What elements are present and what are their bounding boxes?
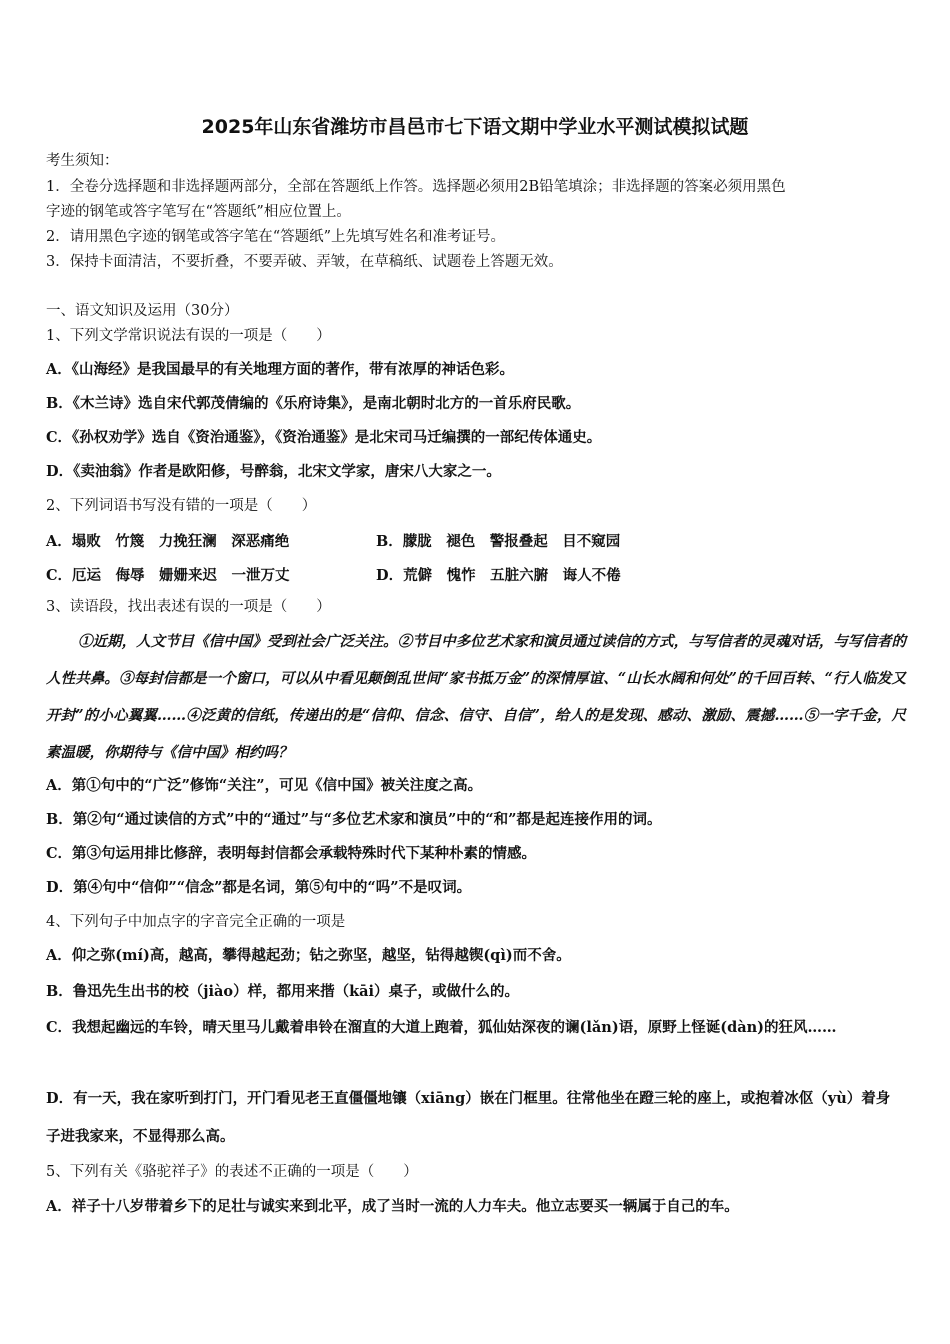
notice-item: 3．保持卡面清洁，不要折叠，不要弄破、弄皱，在草稿纸、试题卷上答题无效。 — [46, 254, 563, 270]
notice-item: 字迹的钢笔或答字笔写在“答题纸”相应位置上。 — [46, 204, 351, 220]
q3-option-a: A．第①句中的“广泛”修饰“关注”，可见《信中国》被关注度之高。 — [46, 777, 483, 794]
q3-passage: ①近期，人文节目《信中国》受到社会广泛关注。②节目中多位艺术家和演员通过读信的方式，与写信者的灵魂对话，与写信者的人性共鼻。③每封信都是一个窗口，可以从中看见颠倒乱世间“家书抵万金”的深情厚谊、“山长水阔和何处”的千回百转、“行人临发又开封”的小心翼翼……④泛黄的信纸，传递出的是“信仰、信念、信守、自信”，给人的是发现、感动、激励、震撼……⑤一字千金，尺素温暖，你期待与《信中国》相约吗？ — [46, 633, 906, 761]
notice-item: 2．请用黑色字迹的钢笔或答字笔在“答题纸”上先填写姓名和准考证号。 — [46, 229, 506, 245]
q1-option-b: B．《木兰诗》选自宋代郭茂倩编的《乐府诗集》，是南北朝时北方的一首乐府民歌。 — [46, 395, 581, 412]
question-4-stem: 4、下列句子中加点字的字音完全正确的一项是 — [46, 914, 346, 930]
question-3-stem: 3、读语段，找出表述有误的一项是（ ） — [46, 599, 331, 615]
q3-option-d: D．第④句中“信仰”“信念”都是名词，第⑤句中的“吗”不是叹词。 — [46, 879, 472, 896]
q3-option-c: C．第③句运用排比修辞，表明每封信都会承载特殊时代下某种朴素的情感。 — [46, 845, 537, 862]
question-2-stem: 2、下列词语书写没有错的一项是（ ） — [46, 498, 317, 514]
q4-option-d: D．有一天，我在家听到打门，开门看见老王直僵僵地镶（xiāng）嵌在门框里。往常他坐在蹬三轮的座上，或抱着冰伛（yù）着身子进我家来，不显得那么高。 — [46, 1090, 891, 1145]
q2-option-d: D．荒僻 愧怍 五脏六腑 诲人不倦 — [376, 567, 621, 584]
q3-option-b: B．第②句“通过读信的方式”中的“通过”与“多位艺术家和演员”中的“和”都是起连接作用的词。 — [46, 811, 662, 828]
question-1-stem: 1、下列文学常识说法有误的一项是（ ） — [46, 328, 331, 344]
q4-option-b: B．鲁迅先生出书的校（jiào）样，都用来揩（kāi）桌子，或做什么的。 — [46, 983, 520, 1000]
q1-option-c: C．《孙权劝学》选自《资治通鉴》，《资治通鉴》是北宋司马迁编撰的一部纪传体通史。 — [46, 429, 602, 446]
page-title: 2025年山东省潍坊市昌邑市七下语文期中学业水平测试模拟试题 — [201, 116, 749, 138]
q1-option-d: D．《卖油翁》作者是欧阳修，号醉翁，北宋文学家，唐宋八大家之一。 — [46, 463, 501, 480]
q1-option-a: A．《山海经》是我国最早的有关地理方面的著作，带有浓厚的神话色彩。 — [46, 361, 514, 378]
notice-heading: 考生须知： — [46, 153, 119, 169]
notice-item: 1．全卷分选择题和非选择题两部分，全部在答题纸上作答。选择题必须用2B铅笔填涂；非选择题的答案必须用黑色 — [46, 179, 786, 195]
q2-option-a: A．塌败 竹篾 力挽狂澜 深恶痛绝 — [46, 533, 290, 550]
q5-option-a: A．祥子十八岁带着乡下的足壮与诚实来到北平，成了当时一流的人力车夫。他立志要买一辆属于自己的车。 — [46, 1198, 739, 1215]
q2-option-c: C．厄运 侮辱 姗姗来迟 一泄万丈 — [46, 567, 290, 584]
q4-option-c: C．我想起幽远的车铃，晴天里马儿戴着串铃在溜直的大道上跑着，狐仙姑深夜的谰(lǎn)语，原野上怪诞(dàn)的狂风…… — [46, 1019, 837, 1036]
section-heading: 一、语文知识及运用（30分） — [46, 303, 239, 319]
q4-option-a: A．仰之弥(mí)高，越高，攀得越起劲；钻之弥坚，越坚，钻得越锲(qì)而不舍。 — [46, 947, 571, 964]
question-5-stem: 5、下列有关《骆驼祥子》的表述不正确的一项是（ ） — [46, 1164, 418, 1180]
q2-option-b: B．朦胧 褪色 警报叠起 目不窥园 — [376, 533, 621, 550]
